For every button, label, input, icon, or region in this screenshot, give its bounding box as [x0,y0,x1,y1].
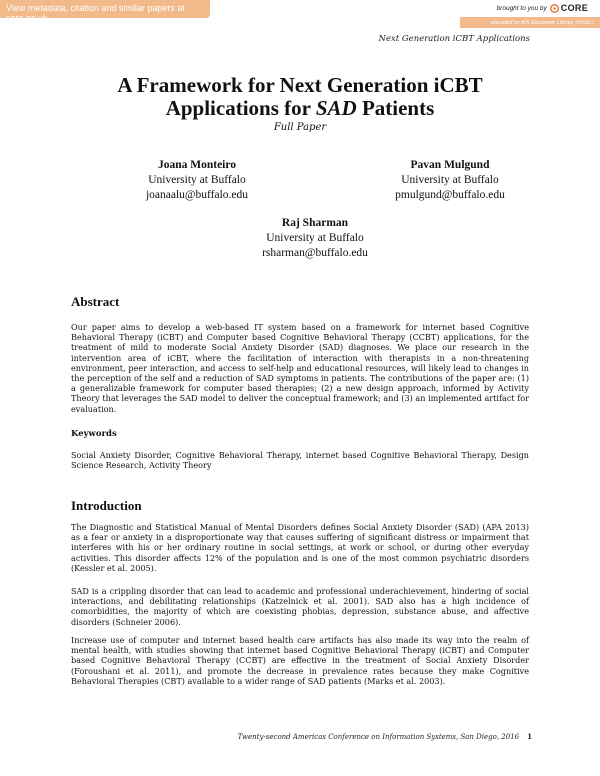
title-line-2 [0,97,600,120]
core-provided-by[interactable]: provided by AIS Electronic Library (AISeL) [460,17,600,28]
core-banner [0,0,600,30]
author-block [112,158,282,203]
core-metadata-tab[interactable] [0,0,210,23]
author-name: Raj Sharman [281,217,349,229]
core-logo[interactable] [550,3,588,13]
page-footer [238,732,532,741]
core-link-prefix: View metadata, citation and similar papers at [6,3,185,13]
author-email[interactable]: joanaalu@buffalo.edu [145,189,249,201]
author-email[interactable]: rsharman@buffalo.edu [262,247,368,259]
author-block [235,216,395,261]
core-logo-text: CORE [560,3,588,13]
paper-type: Full Paper [273,122,327,133]
core-metadata-link[interactable] [6,3,210,23]
title-line-1: A Framework for Next Generation iCBT [117,73,483,97]
page-number: 1 [527,732,532,741]
author-block [370,158,530,203]
keywords-heading: Keywords [71,429,117,439]
introduction-paragraph: The Diagnostic and Statistical Manual of Mental Disorders defines Social Anxiety Disorder (SAD) (APA 2013) as a fear or anxiety in a disproportionate way that causes suffering of significant distress or impairment that interferes with his or her ordinary routine in social settings, at work or school, or during other everyday activities. This disorder affects 12% of the population and is one of the most common psychiatric disorders (Kessler et al. 2005). [71,522,529,573]
author-name: Pavan Mulgund [410,159,490,171]
core-brought-by [497,3,588,13]
introduction-paragraph: Increase use of computer and internet based health care artifacts has also made its way into the realm of mental health, with studies showing that internet based Cognitive Behavioral Therapy (iCBT) and Computer based Cognitive Behavioral Therapy (CCBT) are effective in the treatment of Social Anxiety Disorder (Foroushani et al. 2011), and promote the decrease in prevalence rates because they make Cognitive Behavioral Therapies (CBT) available to a wider range of SAD patients (Marks et al. 2003). [71,635,529,686]
author-name: Joana Monteiro [157,159,237,171]
brought-to-you-text: brought to you by [496,4,547,12]
author-affiliation: University at Buffalo [401,174,499,186]
title-line-2-italic: SAD [315,96,357,120]
abstract-text: Our paper aims to develop a web-based IT system based on a framework for internet based Cognitive Behavioral Therapy (iCBT) and Computer based Cognitive Behavioral Therapy (CCBT) applications, for the treatment of mild to moderate Social Anxiety Disorder (SAD) diagnoses. We place our research in the intervention area of iCBT, where the facilitation of interaction with therapists in a non-threatening environment, peer interaction, and access to self-help and educational resources, will likely lead to changes in the perception of the self and a reduction of SAD symptoms in patients. The contributions of the paper are: (1) a generalizable framework for computer based therapies; (2) a new design approach, informed by Activity Theory that leverages the SAD model to deliver the conceptual framework; and (3) an implemented artifact for evaluation. [71,322,529,414]
author-email[interactable]: pmulgund@buffalo.edu [395,189,505,201]
title-line-2-suffix: Patients [356,96,435,120]
introduction-paragraph: SAD is a crippling disorder that can lead to academic and professional underachievement, hindering of social interactions, and debilitating relationships (Katzelnick et al. 2001). SAD also has a high incidence of comorbidities, the majority of which are coexisting phobias, depression, substance abuse, and affective disorders (Schneier 2006). [71,586,529,627]
keywords-text: Social Anxiety Disorder, Cognitive Behavioral Therapy, internet based Cognitive Behavioral Therapy, Design Science Research, Activity Theory [71,450,529,471]
core-logo-icon [550,4,559,13]
running-head: Next Generation iCBT Applications [378,34,530,44]
author-affiliation: University at Buffalo [148,174,246,186]
author-affiliation: University at Buffalo [266,232,364,244]
abstract-heading: Abstract [71,294,120,309]
introduction-heading: Introduction [71,498,142,513]
core-link-domain[interactable]: core.ac.uk [6,13,48,23]
title-line-2-prefix: Applications for [165,96,316,120]
footer-conference: Twenty-second Americas Conference on Information Systems, San Diego, 2016 [237,733,520,741]
paper-title [0,74,600,120]
